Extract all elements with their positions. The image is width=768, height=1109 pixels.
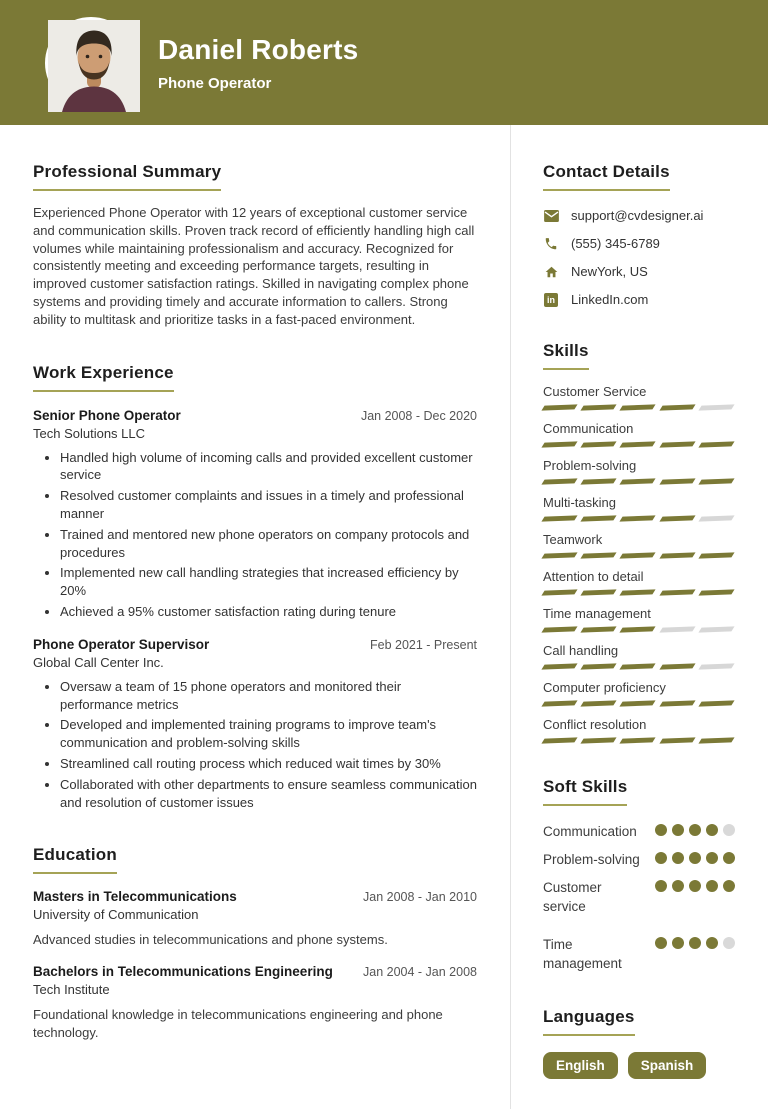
skill-segment-filled xyxy=(620,515,656,521)
contact-text[interactable]: LinkedIn.com xyxy=(571,292,649,307)
skill-level-bar xyxy=(543,442,735,447)
skill-segment-filled xyxy=(659,737,695,743)
section-work-experience xyxy=(33,363,477,812)
job-company: Global Call Center Inc. xyxy=(33,654,164,670)
skill-segment-filled xyxy=(581,478,617,484)
job-bullet: • Developed and implemented training programs to improve team's communication and problem-solving skills xyxy=(60,716,477,752)
skill-level-bar xyxy=(543,405,735,410)
skill-item xyxy=(543,717,735,743)
school-name: Tech Institute xyxy=(33,982,110,998)
skill-name: Time management xyxy=(543,606,651,621)
skill-segment-filled xyxy=(659,478,695,484)
skill-segment-filled xyxy=(541,515,577,521)
job-company: Tech Solutions LLC xyxy=(33,425,146,441)
dot-filled xyxy=(689,937,701,949)
education-list xyxy=(33,889,477,1041)
contact-item xyxy=(543,292,735,307)
skill-segment-filled xyxy=(541,737,577,743)
skill-segment-filled xyxy=(581,626,617,632)
soft-skill-name: Communication xyxy=(543,824,637,839)
dot-empty xyxy=(723,824,735,836)
skill-segment-filled xyxy=(620,626,656,632)
skill-segment-filled xyxy=(659,441,695,447)
skill-item xyxy=(543,384,735,410)
skill-segment-filled xyxy=(620,737,656,743)
skill-level-bar xyxy=(543,590,735,595)
section-professional-summary xyxy=(33,162,477,329)
skill-segment-filled xyxy=(659,663,695,669)
job-bullet: • Streamlined call routing process which reduced wait times by 30% xyxy=(60,755,477,773)
soft-skill-row xyxy=(543,878,735,916)
contact-text[interactable]: support@cvdesigner.ai xyxy=(571,208,704,223)
job-bullet-list xyxy=(33,678,477,812)
soft-skill-row xyxy=(543,935,735,973)
skill-level-bar xyxy=(543,516,735,521)
job-dates: Feb 2021 - Present xyxy=(369,637,477,652)
skill-segment-filled xyxy=(698,737,734,743)
skill-level-bar xyxy=(543,664,735,669)
skill-segment-filled xyxy=(659,589,695,595)
soft-skill-list xyxy=(543,822,735,973)
skill-name: Conflict resolution xyxy=(543,717,647,732)
skill-segment-filled xyxy=(581,589,617,595)
home-icon xyxy=(543,264,559,279)
skill-segment-filled xyxy=(659,700,695,706)
skill-segment-filled xyxy=(620,552,656,558)
job-bullet: • Resolved customer complaints and issues in a timely and professional manner xyxy=(60,487,477,523)
skill-segment-filled xyxy=(698,441,734,447)
skill-segment-filled xyxy=(581,404,617,410)
section-soft-skills xyxy=(543,777,735,973)
avatar-photo-illustration xyxy=(48,20,140,112)
skill-segment-filled xyxy=(698,700,734,706)
section-education xyxy=(33,845,477,1041)
education-description: Foundational knowledge in telecommunications engineering and phone technology. xyxy=(33,1007,443,1040)
skill-item xyxy=(543,569,735,595)
skill-segment-filled xyxy=(620,663,656,669)
section-skills xyxy=(543,341,735,743)
skill-segment-filled xyxy=(620,700,656,706)
skill-segment-filled xyxy=(659,515,695,521)
dot-filled xyxy=(672,880,684,892)
skill-item xyxy=(543,606,735,632)
soft-skill-name: Problem-solving xyxy=(543,852,640,868)
job-bullet: • Achieved a 95% customer satisfaction rating during tenure xyxy=(60,603,477,621)
work-experience-heading: Work Experience xyxy=(33,363,174,392)
dot-filled xyxy=(723,880,735,892)
skill-segment-filled xyxy=(620,478,656,484)
skill-item xyxy=(543,680,735,706)
contact-item xyxy=(543,208,735,223)
job-entry xyxy=(33,408,477,621)
skill-segment-filled xyxy=(541,589,577,595)
skill-item xyxy=(543,532,735,558)
dot-filled xyxy=(689,852,701,864)
education-description: Advanced studies in telecommunications and phone systems. xyxy=(33,932,388,948)
skill-segment-filled xyxy=(620,441,656,447)
education-header xyxy=(33,889,477,904)
soft-skill-row xyxy=(543,850,735,869)
section-contact-details xyxy=(543,162,735,307)
skill-level-bar xyxy=(543,627,735,632)
education-dates: Jan 2008 - Jan 2010 xyxy=(363,890,477,905)
skill-segment-filled xyxy=(581,515,617,521)
soft-skill-row xyxy=(543,822,735,841)
skill-level-bar xyxy=(543,738,735,743)
job-header xyxy=(33,408,477,423)
dot-filled xyxy=(672,937,684,949)
candidate-name: Daniel Roberts xyxy=(158,33,359,65)
job-bullet: • Collaborated with other departments to ensure seamless communication and resolution of customer issues xyxy=(60,776,477,812)
email-icon xyxy=(543,208,559,223)
job-bullet: • Handled high volume of incoming calls and provided excellent customer service xyxy=(60,449,477,485)
dot-filled xyxy=(706,937,718,949)
skill-name: Multi-tasking xyxy=(543,495,616,510)
skill-item xyxy=(543,643,735,669)
languages-heading: Languages xyxy=(543,1007,635,1036)
skill-segment-filled xyxy=(581,737,617,743)
contact-text: NewYork, US xyxy=(571,264,648,279)
skill-segment-filled xyxy=(698,552,734,558)
job-header xyxy=(33,637,477,652)
dot-filled xyxy=(706,852,718,864)
dot-filled xyxy=(655,937,667,949)
soft-skill-dots xyxy=(655,822,735,836)
contact-item xyxy=(543,264,735,279)
skill-level-bar xyxy=(543,479,735,484)
skill-segment-filled xyxy=(541,478,577,484)
skill-segment-filled xyxy=(541,700,577,706)
skill-segment-filled xyxy=(581,663,617,669)
skill-segment-filled xyxy=(620,589,656,595)
skill-name: Teamwork xyxy=(543,532,603,547)
phone-icon xyxy=(543,236,559,251)
skill-segment-filled xyxy=(541,441,577,447)
skill-segment-empty xyxy=(698,626,734,632)
soft-skill-dots xyxy=(655,878,735,892)
skill-item xyxy=(543,458,735,484)
skill-segment-empty xyxy=(698,515,734,521)
job-title: Phone Operator Supervisor xyxy=(33,636,210,652)
job-title: Senior Phone Operator xyxy=(33,407,181,423)
language-tag-list xyxy=(543,1052,735,1079)
dot-filled xyxy=(689,824,701,836)
dot-filled xyxy=(655,852,667,864)
soft-skill-name: Customer service xyxy=(543,880,602,915)
linkedin-icon: in xyxy=(543,292,559,307)
skill-name: Communication xyxy=(543,421,634,436)
education-heading: Education xyxy=(33,845,117,874)
skill-level-bar xyxy=(543,701,735,706)
skills-heading: Skills xyxy=(543,341,589,370)
degree-title: Bachelors in Telecommunications Engineering xyxy=(33,964,333,980)
skill-segment-filled xyxy=(659,552,695,558)
job-bullet: • Implemented new call handling strategies that increased efficiency by 20% xyxy=(60,564,477,600)
dot-filled xyxy=(655,880,667,892)
degree-title: Masters in Telecommunications xyxy=(33,889,237,905)
skill-segment-empty xyxy=(698,663,734,669)
dot-filled xyxy=(689,880,701,892)
job-bullet: • Oversaw a team of 15 phone operators and monitored their performance metrics xyxy=(60,678,477,714)
dot-filled xyxy=(706,824,718,836)
skill-name: Attention to detail xyxy=(543,569,644,584)
avatar xyxy=(45,17,137,109)
skill-segment-filled xyxy=(581,700,617,706)
skill-item xyxy=(543,421,735,447)
job-bullet-list xyxy=(33,449,477,621)
contact-text: (555) 345-6789 xyxy=(571,236,660,251)
skill-segment-filled xyxy=(698,589,734,595)
job-list xyxy=(33,408,477,812)
skill-name: Call handling xyxy=(543,643,619,658)
soft-skill-dots xyxy=(655,850,735,864)
skill-segment-filled xyxy=(581,441,617,447)
soft-skills-heading: Soft Skills xyxy=(543,777,627,806)
skill-name: Computer proficiency xyxy=(543,680,666,695)
skill-segment-filled xyxy=(620,404,656,410)
skill-segment-filled xyxy=(541,552,577,558)
education-entry xyxy=(33,964,477,1042)
skill-name: Customer Service xyxy=(543,384,647,399)
professional-summary-text: Experienced Phone Operator with 12 years of exceptional customer service and communication skills. Proven track record of efficiently handling high call volumes while maintaining professionalism and accuracy. Recognized for consistently meeting and exceeding performance targets, resulting in improved customer satisfaction ratings. Skilled in navigating complex phone systems and providing timely and accurate information to callers. Strong ability to multitask and prioritize tasks in a fast-paced environment. xyxy=(33,205,475,327)
header-info xyxy=(158,34,358,92)
dot-filled xyxy=(723,852,735,864)
job-bullet: • Trained and mentored new phone operators on company protocols and procedures xyxy=(60,526,477,562)
right-column xyxy=(511,125,768,1109)
skill-segment-filled xyxy=(581,552,617,558)
job-dates: Jan 2008 - Dec 2020 xyxy=(360,408,477,423)
skill-level-bar xyxy=(543,553,735,558)
education-dates: Jan 2004 - Jan 2008 xyxy=(363,965,477,980)
education-entry xyxy=(33,889,477,949)
skill-segment-filled xyxy=(541,663,577,669)
skill-segment-empty xyxy=(698,404,734,410)
left-column xyxy=(0,125,510,1109)
soft-skill-name: Time management xyxy=(543,936,622,971)
skill-segment-filled xyxy=(659,404,695,410)
dot-filled xyxy=(672,852,684,864)
professional-summary-heading: Professional Summary xyxy=(33,162,221,191)
dot-empty xyxy=(723,937,735,949)
skill-segment-empty xyxy=(659,626,695,632)
contact-item xyxy=(543,236,735,251)
skill-name: Problem-solving xyxy=(543,458,637,473)
section-languages xyxy=(543,1007,735,1079)
contact-list xyxy=(543,208,735,307)
job-entry xyxy=(33,637,477,812)
contact-details-heading: Contact Details xyxy=(543,162,670,191)
skill-segment-filled xyxy=(541,404,577,410)
skill-segment-filled xyxy=(698,478,734,484)
school-name: University of Communication xyxy=(33,907,199,923)
dot-filled xyxy=(672,824,684,836)
skill-list xyxy=(543,384,735,743)
education-header xyxy=(33,964,477,979)
skill-item xyxy=(543,495,735,521)
language-tag: English xyxy=(543,1052,618,1079)
language-tag: Spanish xyxy=(628,1052,707,1079)
content-columns xyxy=(0,125,768,1109)
header-band xyxy=(0,0,768,125)
skill-segment-filled xyxy=(541,626,577,632)
candidate-job-title: Phone Operator xyxy=(158,74,272,92)
dot-filled xyxy=(706,880,718,892)
dot-filled xyxy=(655,824,667,836)
soft-skill-dots xyxy=(655,935,735,949)
